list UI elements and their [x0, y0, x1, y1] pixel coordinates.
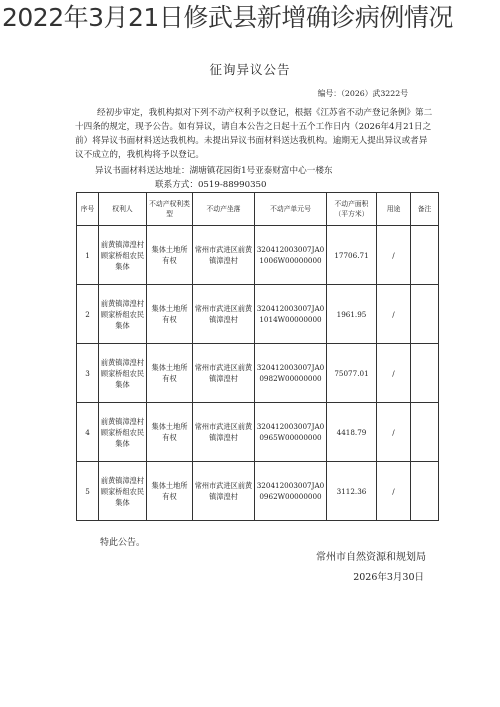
header-cell: 用途 [377, 193, 411, 226]
cell-no: 1 [77, 226, 99, 285]
table-row [77, 344, 439, 403]
cell-location: 常州市武进区前黄镇漳湟村 [193, 226, 255, 285]
cell-owner: 前黄镇漳湟村顾家桥组农民集体 [99, 462, 147, 521]
cell-use: / [377, 344, 411, 403]
header-cell: 不动产面积（平方米） [327, 193, 377, 226]
cell-unit: 320412003007JA01014W00000000 [255, 285, 327, 344]
cell-unit: 320412003007JA00982W00000000 [255, 344, 327, 403]
page-headline: 2022年3月21日修武县新增确诊病例情况 [2, 3, 453, 32]
contact-line: 联系方式：0519-88990350 [155, 180, 267, 190]
cell-use: / [377, 226, 411, 285]
document-number: 编号：（2026）武3222号 [317, 89, 408, 98]
cell-area: 1961.95 [327, 285, 377, 344]
cell-location: 常州市武进区前黄镇漳湟村 [193, 344, 255, 403]
notice-body [75, 106, 435, 162]
cell-owner: 前黄镇漳湟村顾家桥组农民集体 [99, 226, 147, 285]
cell-owner: 前黄镇漳湟村顾家桥组农民集体 [99, 403, 147, 462]
cell-location: 常州市武进区前黄镇漳湟村 [193, 403, 255, 462]
cell-owner: 前黄镇漳湟村顾家桥组农民集体 [99, 285, 147, 344]
cell-unit: 320412003007JA00962W00000000 [255, 462, 327, 521]
cell-area: 75077.01 [327, 344, 377, 403]
address-line: 异议书面材料送达地址：湖塘镇花园街1号亚泰财富中心一楼东 [95, 166, 333, 176]
notice-title: 征询异议公告 [209, 62, 291, 77]
cell-remark [411, 226, 439, 285]
header-cell: 不动产单元号 [255, 193, 327, 226]
table-row [77, 226, 439, 285]
issue-date: 2026年3月30日 [353, 572, 424, 583]
cell-owner: 前黄镇漳湟村顾家桥组农民集体 [99, 344, 147, 403]
cell-no: 4 [77, 403, 99, 462]
cell-no: 2 [77, 285, 99, 344]
cell-right-type: 集体土地所有权 [147, 226, 193, 285]
cell-unit: 320412003007JA01006W00000000 [255, 226, 327, 285]
cell-no: 5 [77, 462, 99, 521]
cell-right-type: 集体土地所有权 [147, 462, 193, 521]
notice-document [0, 44, 500, 707]
cell-unit: 320412003007JA00965W00000000 [255, 403, 327, 462]
cell-remark [411, 344, 439, 403]
cell-remark [411, 285, 439, 344]
header-cell: 序号 [77, 193, 99, 226]
cell-remark [411, 462, 439, 521]
cell-no: 3 [77, 344, 99, 403]
table-row [77, 462, 439, 521]
header-cell: 备注 [411, 193, 439, 226]
cell-location: 常州市武进区前黄镇漳湟村 [193, 285, 255, 344]
cell-area: 3112.36 [327, 462, 377, 521]
cell-right-type: 集体土地所有权 [147, 344, 193, 403]
closing-note: 特此公告。 [100, 538, 146, 548]
header-cell: 不动产权利类型 [147, 193, 193, 226]
table-row [77, 403, 439, 462]
cell-use: / [377, 285, 411, 344]
cell-area: 17706.71 [327, 226, 377, 285]
cell-area: 4418.79 [327, 403, 377, 462]
cell-remark [411, 403, 439, 462]
table-row [77, 285, 439, 344]
cell-use: / [377, 403, 411, 462]
header-cell: 不动产坐落 [193, 193, 255, 226]
cell-right-type: 集体土地所有权 [147, 403, 193, 462]
notice-paragraph: 经初步审定，我机构拟对下列不动产权利予以登记，根据《江苏省不动产登记条例》第二十四条的规定，现予公告。如有异议，请自本公告之日起十五个工作日内（2026年4月21日之前）将异议书面材料送达我机构。未提出异议书面材料送达我机构。逾期无人提出异议或者异议不成立的，我机构将予以登记。 [75, 108, 433, 160]
issuing-authority: 常州市自然资源和规划局 [316, 552, 426, 563]
table-header-row [77, 193, 439, 226]
cell-location: 常州市武进区前黄镇漳湟村 [193, 462, 255, 521]
property-table [76, 192, 439, 521]
cell-right-type: 集体土地所有权 [147, 285, 193, 344]
header-cell: 权利人 [99, 193, 147, 226]
cell-use: / [377, 462, 411, 521]
